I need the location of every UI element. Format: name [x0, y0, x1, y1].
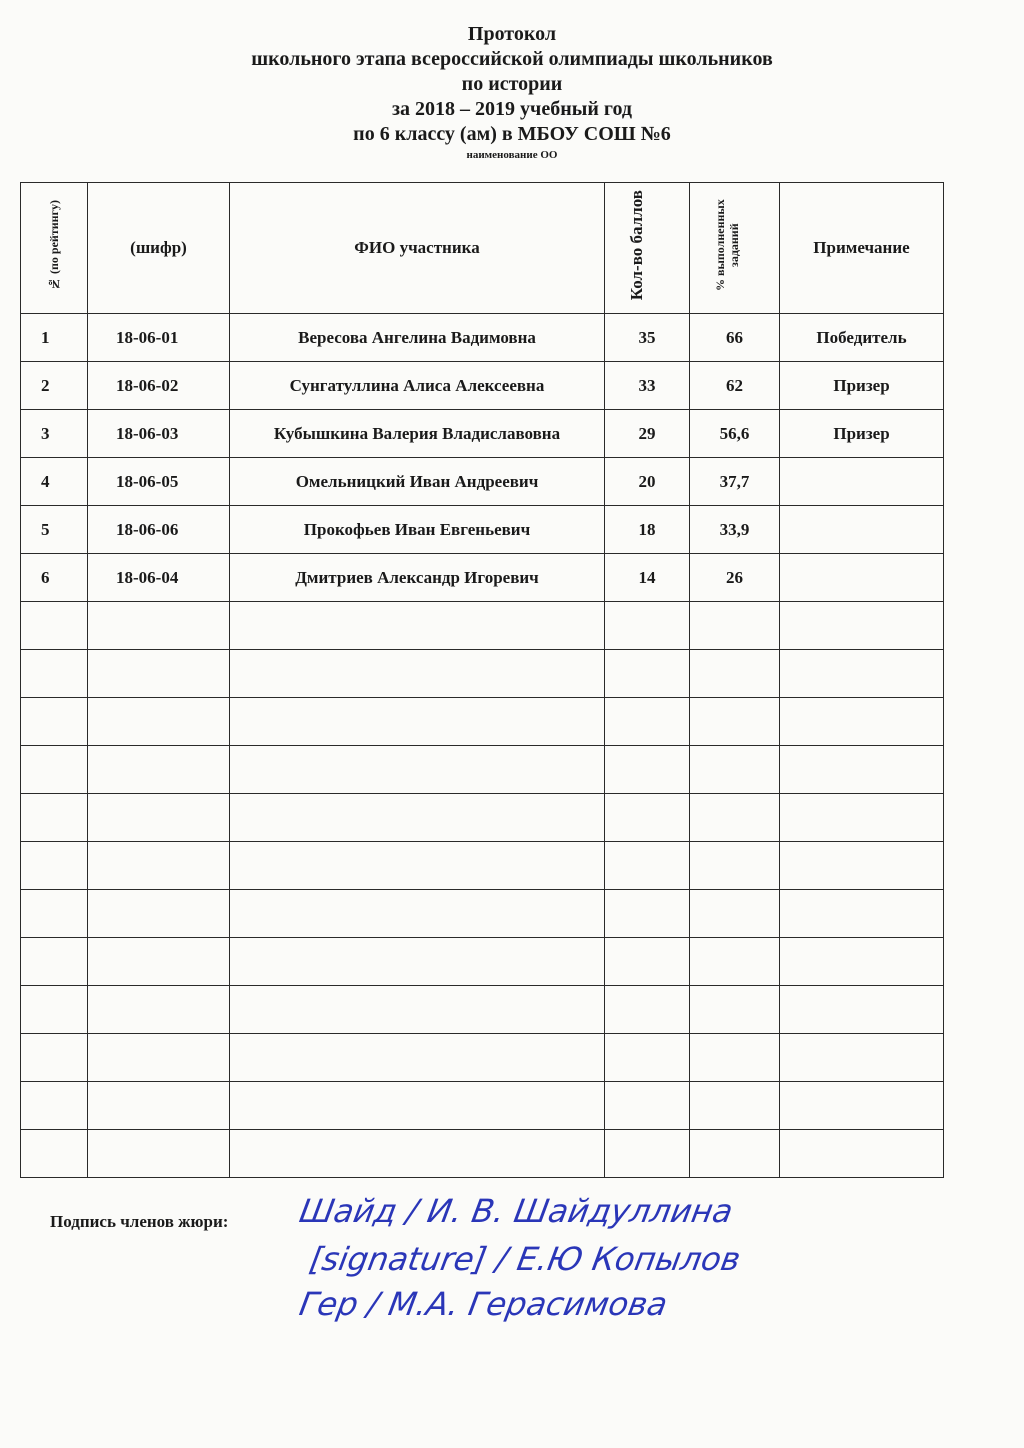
cell-score: 20	[605, 458, 690, 506]
cell-rank: 5	[21, 506, 88, 554]
empty-row	[21, 746, 944, 794]
header-class-school: по 6 классу (ам) в МБОУ СОШ №6	[353, 123, 671, 145]
table-row	[21, 554, 944, 602]
table-row	[21, 314, 944, 362]
cell-fio: Вересова Ангелина Вадимовна	[230, 314, 605, 362]
cell-note: Призер	[780, 362, 944, 410]
header-score: Кол-во баллов	[605, 183, 690, 314]
cell-rank: 6	[21, 554, 88, 602]
cell-score: 35	[605, 314, 690, 362]
header-percent: % выполненных заданий	[690, 183, 780, 314]
signature-line-3	[296, 1285, 671, 1323]
header-org-caption: наименование ОО	[466, 149, 558, 161]
cell-score: 18	[605, 506, 690, 554]
cell-rank: 1	[21, 314, 88, 362]
table-row	[21, 362, 944, 410]
table-row	[21, 506, 944, 554]
table-header-row	[21, 183, 944, 314]
cell-fio: Омельницкий Иван Андреевич	[230, 458, 605, 506]
empty-row	[21, 938, 944, 986]
cell-percent: 26	[690, 554, 780, 602]
cell-cipher: 18-06-03	[88, 410, 230, 458]
cell-cipher: 18-06-04	[88, 554, 230, 602]
empty-row	[21, 650, 944, 698]
empty-row	[21, 1034, 944, 1082]
cell-cipher: 18-06-05	[88, 458, 230, 506]
empty-row	[21, 842, 944, 890]
handwritten-signature-2: [signature] / Е.Ю Копылов	[306, 1240, 744, 1278]
cell-percent: 56,6	[690, 410, 780, 458]
empty-row	[21, 794, 944, 842]
cell-note: Призер	[780, 410, 944, 458]
cell-score: 33	[605, 362, 690, 410]
cell-note	[780, 506, 944, 554]
cell-fio: Дмитриев Александр Игоревич	[230, 554, 605, 602]
header-note: Примечание	[780, 183, 944, 314]
cell-fio: Прокофьев Иван Евгеньевич	[230, 506, 605, 554]
cell-rank: 2	[21, 362, 88, 410]
handwritten-signature-1: Шайд / И. В. Шайдуллина	[296, 1192, 736, 1230]
cell-rank: 3	[21, 410, 88, 458]
empty-row	[21, 602, 944, 650]
cell-cipher: 18-06-01	[88, 314, 230, 362]
header-cipher: (шифр)	[88, 183, 230, 314]
empty-row	[21, 1130, 944, 1178]
table-row	[21, 410, 944, 458]
signature-label: Подпись членов жюри:	[50, 1212, 229, 1231]
cell-note: Победитель	[780, 314, 944, 362]
cell-fio: Сунгатуллина Алиса Алексеевна	[230, 362, 605, 410]
cell-note	[780, 554, 944, 602]
empty-row	[21, 1082, 944, 1130]
cell-percent: 37,7	[690, 458, 780, 506]
header-title: Протокол	[467, 23, 557, 45]
cell-score: 29	[605, 410, 690, 458]
header-subject: по истории	[461, 73, 563, 95]
header-year: за 2018 – 2019 учебный год	[392, 98, 632, 120]
cell-percent: 66	[690, 314, 780, 362]
document-header	[0, 22, 1024, 161]
results-table-wrap	[20, 182, 943, 1178]
cell-cipher: 18-06-02	[88, 362, 230, 410]
empty-row	[21, 986, 944, 1034]
cell-percent: 33,9	[690, 506, 780, 554]
empty-row	[21, 698, 944, 746]
signature-line-2	[306, 1240, 744, 1278]
header-rank: № (по рейтингу)	[21, 183, 88, 314]
results-table	[20, 182, 944, 1178]
header-fio: ФИО участника	[230, 183, 605, 314]
empty-row	[21, 890, 944, 938]
cell-rank: 4	[21, 458, 88, 506]
cell-note	[780, 458, 944, 506]
header-olympiad: школьного этапа всероссийской олимпиады школьников	[251, 48, 773, 70]
signature-line-1	[296, 1192, 736, 1230]
table-row	[21, 458, 944, 506]
cell-cipher: 18-06-06	[88, 506, 230, 554]
cell-percent: 62	[690, 362, 780, 410]
cell-fio: Кубышкина Валерия Владиславовна	[230, 410, 605, 458]
cell-score: 14	[605, 554, 690, 602]
handwritten-signature-3: Гер / М.А. Герасимова	[296, 1285, 671, 1323]
